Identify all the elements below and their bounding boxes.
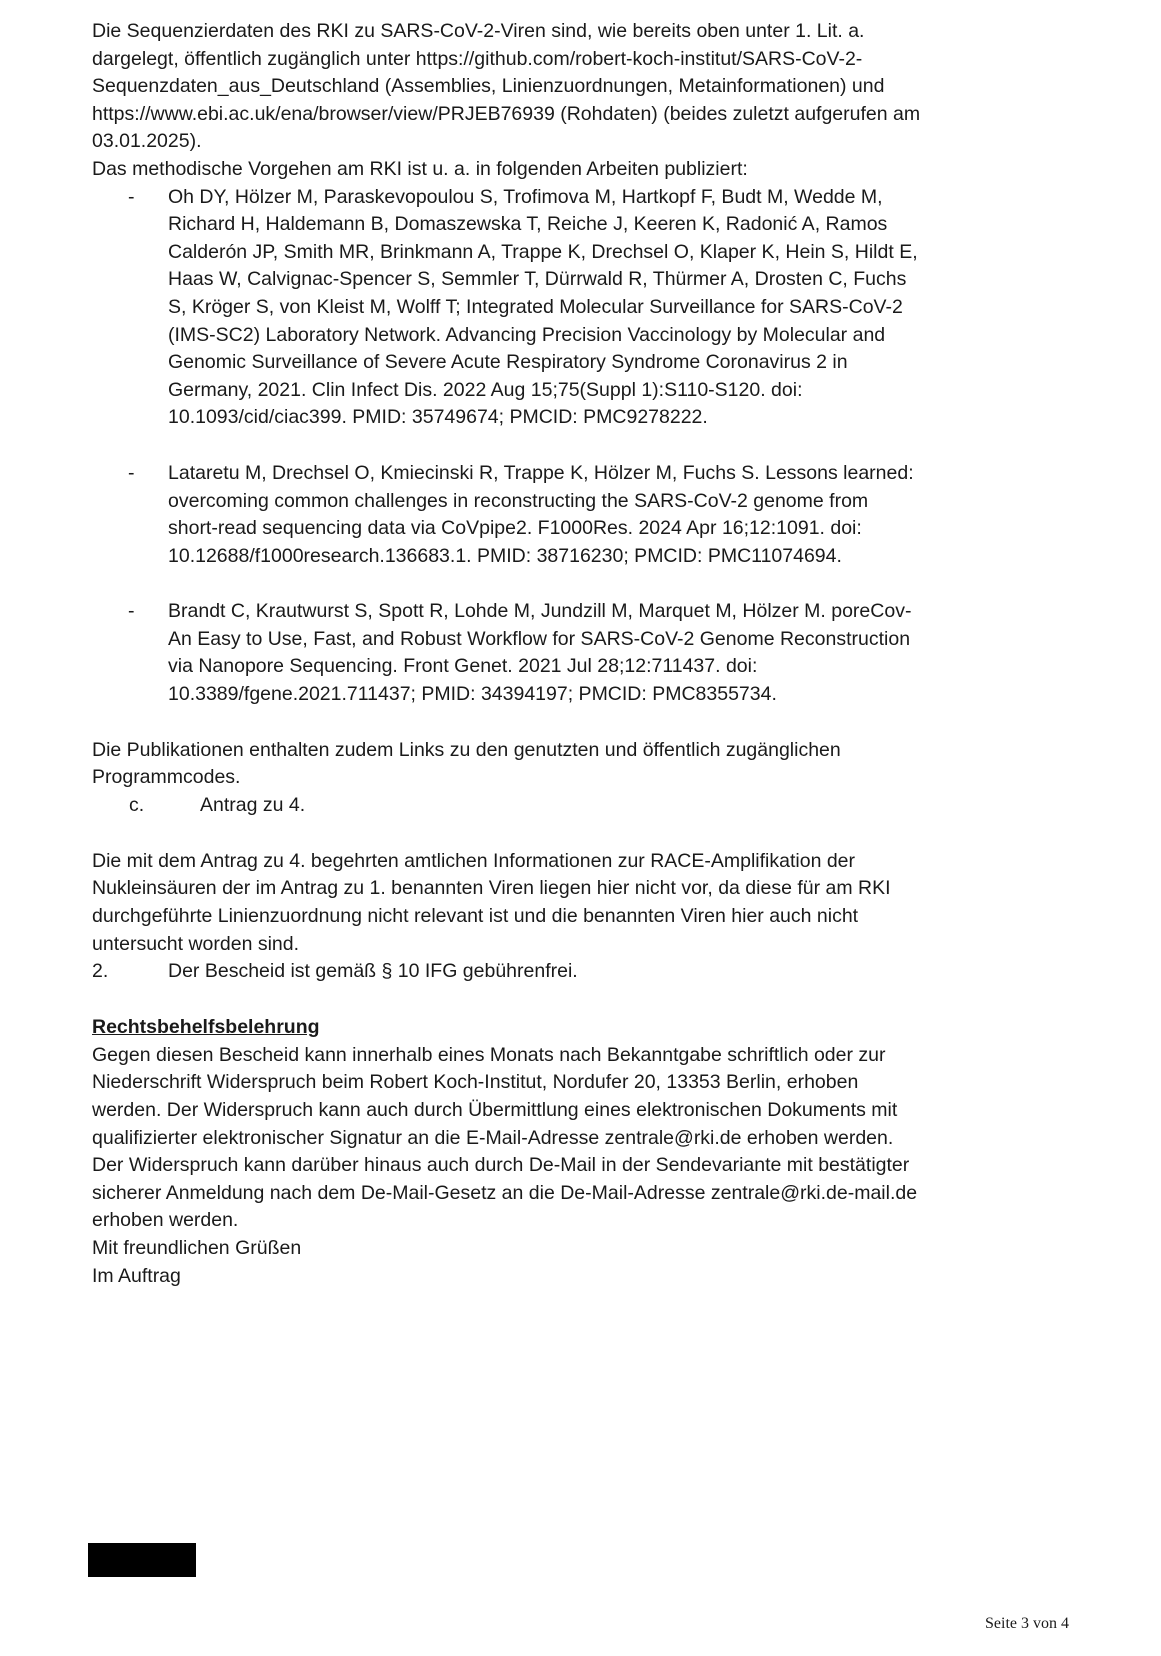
closing-greeting: Mit freundlichen Grüßen [92, 1236, 302, 1259]
method-paragraph: Das methodische Vorgehen am RKI ist u. a. in folgenden Arbeiten publiziert: [92, 157, 748, 180]
legal-notice [92, 1014, 922, 1235]
list-dash: - [128, 461, 135, 484]
antrag-paragraph: Die mit dem Antrag zu 4. begehrten amtlichen Informationen zur RACE-Amplifikation der Nukleinsäuren der im Antrag zu 1. benannten Viren liegen hier nicht vor, da diese für am RKI durchgeführte Linienzuordnung nicht relevant ist und die benannten Viren hier auch nicht untersucht worden sind. [92, 849, 891, 955]
closing-auftrag: Im Auftrag [92, 1264, 181, 1287]
reference-text: Oh DY, Hölzer M, Paraskevopoulou S, Trofimova M, Hartkopf F, Budt M, Wedde M, Richard H, Haldemann B, Domaszewska T, Reiche J, Keeren K, Radonić A, Ramos Calderón JP, Smith MR, Brinkmann A, Trappe K, Drechsel O, Klaper K, Hein S, Hildt E, Haas W, Calvignac-Spencer S, Semmler T, Dürrwald R, Thürmer A, Drosten C, Fuchs S, Kröger S, von Kleist M, Wolff T; Integrated Molecular Surveillance for SARS-CoV-2 (IMS-SC2) Laboratory Network. Advancing Precision Vaccinology by Molecular and Genomic Surveillance of Severe Acute Respiratory Syndrome Coronavirus 2 in Germany, 2021. Clin Infect Dis. 2022 Aug 15;75(Suppl 1):S110-S120. doi: 10.1093/cid/ciac399. PMID: 35749674; PMCID: PMC9278222. [168, 185, 918, 429]
section-2-item [92, 958, 922, 986]
reference-item-oh [92, 184, 922, 432]
section-2-text: Der Bescheid ist gemäß § 10 IFG gebührenfrei. [168, 960, 578, 983]
document-page [92, 18, 922, 1290]
section-c-title: Antrag zu 4. [200, 793, 306, 816]
redacted-signature-block [88, 1543, 196, 1577]
reference-text: Lataretu M, Drechsel O, Kmiecinski R, Trappe K, Hölzer M, Fuchs S. Lessons learned: overcoming common challenges in reconstructing the SARS-CoV-2 genome from short-read sequencing data via CoVpipe2. F1000Res. 2024 Apr 16;12:1091. doi: 10.12688/f1000research.136683.1. PMID: 38716230; PMCID: PMC11074694. [168, 461, 914, 567]
intro-paragraph: Die Sequenzierdaten des RKI zu SARS-CoV-2-Viren sind, wie bereits oben unter 1. Lit. a. dargelegt, öffentlich zugänglich unter https://github.com/robert-koch-institut/SARS-CoV-2-Sequenzdaten_aus_Deutschland (Assemblies, Linienzuordnungen, Metainformationen) und https://www.ebi.ac.uk/ena/browser/view/PRJEB76939 (Rohdaten) (beides zuletzt aufgerufen am 03.01.2025). [92, 20, 921, 153]
reference-list [92, 184, 922, 709]
list-dash: - [128, 185, 135, 208]
list-dash: - [128, 600, 135, 623]
reference-item-lataretu [92, 460, 922, 570]
page-number: Seite 3 von 4 [985, 1615, 1069, 1632]
legal-heading: Rechtsbehelfsbelehrung [92, 1016, 320, 1039]
section-c-heading [92, 792, 922, 820]
publications-note: Die Publikationen enthalten zudem Links zu den genutzten und öffentlich zugänglichen Programmcodes. [92, 738, 841, 789]
reference-item-brandt [92, 598, 922, 708]
legal-text: Gegen diesen Bescheid kann innerhalb eines Monats nach Bekanntgabe schriftlich oder zur Niederschrift Widerspruch beim Robert Koch-Institut, Nordufer 20, 13353 Berlin, erhoben werden. Der Widerspruch kann auch durch Übermittlung eines elektronischen Dokuments mit qualifizierter elektronischer Signatur an die E-Mail-Adresse zentrale@rki.de erhoben werden. Der Widerspruch kann darüber hinaus auch durch De-Mail in der Sendevariante mit bestätigter sicherer Anmeldung nach dem De-Mail-Gesetz an die De-Mail-Adresse zentrale@rki.de-mail.de erhoben werden. [92, 1043, 918, 1232]
section-c-marker: c. [129, 793, 145, 816]
section-2-marker: 2. [92, 960, 109, 983]
reference-text: Brandt C, Krautwurst S, Spott R, Lohde M, Jundzill M, Marquet M, Hölzer M. poreCov-An Easy to Use, Fast, and Robust Workflow for SARS-CoV-2 Genome Reconstruction via Nanopore Sequencing. Front Genet. 2021 Jul 28;12:711437. doi: 10.3389/fgene.2021.711437; PMID: 34394197; PMCID: PMC8355734. [168, 600, 912, 706]
